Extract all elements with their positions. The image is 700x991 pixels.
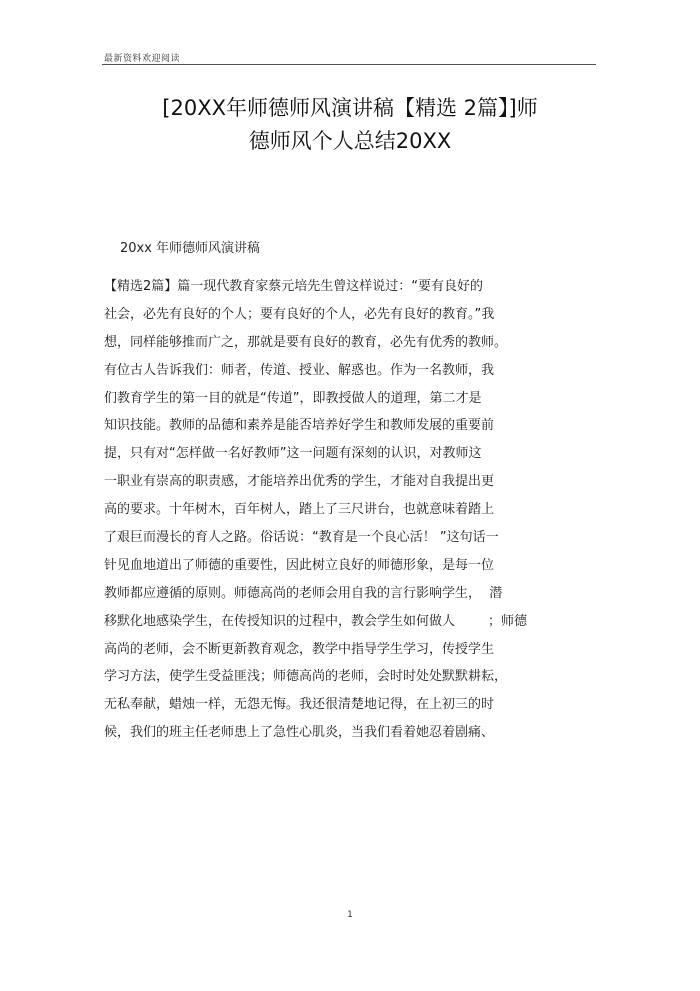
body-line: 无私奉献，蜡烛一样，无怨无悔。我还很清楚地记得，在上初三的时 (104, 697, 495, 713)
body-line: 【精选2篇】篇一现代教育家蔡元培先生曾这样说过：“要有良好的 (104, 279, 484, 294)
title-line-1: [20XX年师德师风演讲稿【精选 2篇】]师 (162, 96, 538, 120)
body-line: 提，只有对“怎样做一名好教师”这一问题有深刻的认识，对教师这 (104, 446, 482, 462)
body-line: 教师都应遵循的原则。师德高尚的老师会用自我的言行影响学生， 潜 (104, 585, 503, 601)
body-line: 移默化地感染学生，在传授知识的过程中，教会学生如何做人 ；师德 (104, 613, 528, 629)
page-number: 1 (347, 910, 353, 920)
section-subheading: 20xx 年师德师风演讲稿 (120, 241, 261, 256)
document-title (100, 92, 600, 158)
body-line: 有位古人告诉我们：师者，传道、授业、解惑也。作为一名教师，我 (104, 362, 495, 378)
title-line-2: 德师风个人总结20XX (248, 129, 452, 153)
body-line: 高的要求。十年树木，百年树人，踏上了三尺讲台，也就意味着踏上 (104, 502, 495, 518)
body-line: 们教育学生的第一目的就是“传道”，即教授做人的道理，第二才是 (104, 390, 482, 406)
body-line: 社会，必先有良好的个人；要有良好的个人，必先有良好的教育。”我 (104, 306, 495, 322)
body-line: 想，同样能够推而广之，那就是要有良好的教育，必先有优秀的教师。 (104, 334, 508, 350)
body-line: 高尚的老师，会不断更新教育观念，教学中指导学生学习，传授学生 (104, 641, 495, 657)
body-line: 知识技能。教师的品德和素养是能否培养好学生和教师发展的重要前 (104, 418, 495, 434)
body-line: 学习方法，使学生受益匪浅；师德高尚的老师，会时时处处默默耕耘， (104, 669, 508, 685)
body-line: 候，我们的班主任老师患上了急性心肌炎，当我们看着她忍着剧痛、 (104, 725, 495, 741)
body-line: 一职业有崇高的职责感，才能培养出优秀的学生，才能对自我提出更 (104, 474, 495, 490)
page-header-text: 最新资料欢迎阅读 (104, 54, 181, 64)
body-text (104, 273, 604, 747)
header-divider (102, 64, 596, 65)
body-line: 针见血地道出了师德的重要性，因此树立良好的师德形象，是每一位 (104, 557, 495, 573)
body-line: 了艰巨而漫长的育人之路。俗话说：“教育是一个良心活！ ”这句话一 (104, 530, 499, 546)
